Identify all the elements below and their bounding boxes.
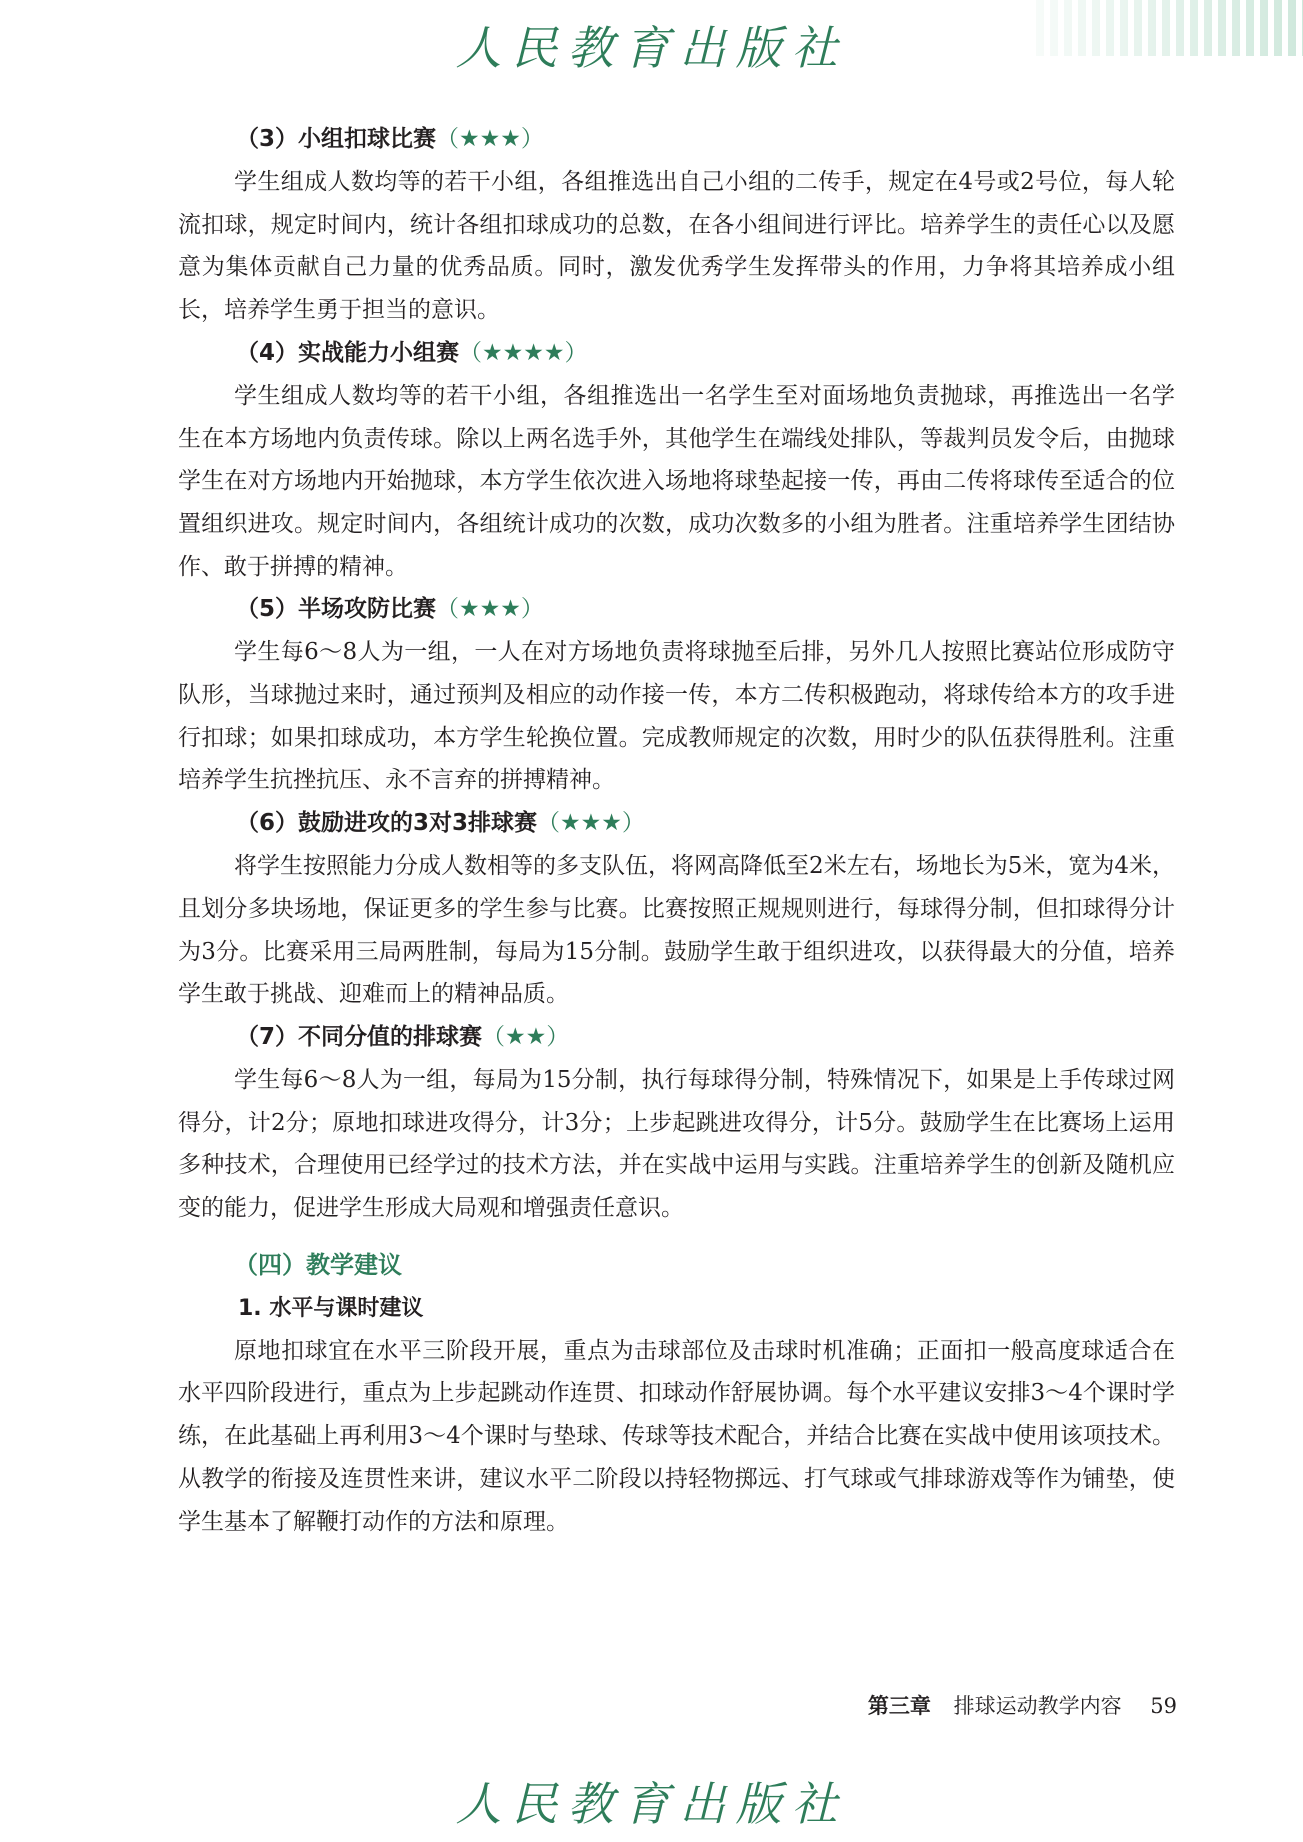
activity-text: 学生组成人数均等的若干小组，各组推选出一名学生至对面场地负责抛球，再推选出一名学生在本方场地内负责传球。除以上两名选手外，其他学生在端线处排队，等裁判员发令后，由抛球学生在对方场地内开始抛球，本方学生依次进入场地将球垫起接一传，再由二传将球传至适合的位置组织进攻。规定时间内，各组统计成功的次数，成功次数多的小组为胜者。注重培养学生团结协作、敢于拼搏的精神。 xyxy=(178,382,1175,580)
activity-item xyxy=(178,332,1175,589)
activity-item xyxy=(178,118,1175,332)
page-content xyxy=(178,118,1175,1543)
activity-heading: （6）鼓励进攻的3对3排球赛（★★★） xyxy=(236,810,645,837)
section-text: 原地扣球宜在水平三阶段开展，重点为击球部位及击球时机准确；正面扣一般高度球适合在水平四阶段进行，重点为上步起跳动作连贯、扣球动作舒展协调。每个水平建议安排3～4个课时学练，在此基础上再利用3～4个课时与垫球、传球等技术配合，并结合比赛在实战中使用该项技术。从教学的衔接及连贯性来讲，建议水平二阶段以持轻物掷远、打气球或气排球游戏等作为铺垫，使学生基本了解鞭打动作的方法和原理。 xyxy=(178,1337,1175,1535)
activity-text: 学生每6～8人为一组，每局为15分制，执行每球得分制，特殊情况下，如果是上手传球过网得分，计2分；原地扣球进攻得分，计3分；上步起跳进攻得分，计5分。鼓励学生在比赛场上运用多种技术，合理使用已经学过的技术方法，并在实战中运用与实践。注重培养学生的创新及随机应变的能力，促进学生形成大局观和增强责任意识。 xyxy=(178,1066,1175,1222)
chapter-label: 第三章 xyxy=(867,1694,931,1718)
publisher-logo-top: 人民教育出版社 xyxy=(455,21,848,75)
page-number: 59 xyxy=(1150,1694,1177,1718)
activity-text: 将学生按照能力分成人数相等的多支队伍，将网高降低至2米左右，场地长为5米，宽为4米，且划分多块场地，保证更多的学生参与比赛。比赛按照正规规则进行，每球得分制，但扣球得分计为3分。比赛采用三局两胜制，每局为15分制。鼓励学生敢于组织进攻，以获得最大的分值，培养学生敢于挑战、迎难而上的精神品质。 xyxy=(178,853,1175,1008)
section-title: （四）教学建议 xyxy=(234,1250,402,1279)
difficulty-stars: （★★★） xyxy=(436,126,544,152)
activity-text: 学生每6～8人为一组，一人在对方场地负责将球抛至后排，另外几人按照比赛站位形成防守队形，当球抛过来时，通过预判及相应的动作接一传，本方二传积极跑动，将球传给本方的攻手进行扣球；如果扣球成功，本方学生轮换位置。完成教师规定的次数，用时少的队伍获得胜利。注重培养学生抗挫抗压、永不言弃的拼搏精神。 xyxy=(178,639,1175,794)
chapter-title: 排球运动教学内容 xyxy=(953,1694,1122,1718)
publisher-logo-bottom: 人民教育出版社 xyxy=(455,1777,848,1831)
activity-heading: （4）实战能力小组赛（★★★★） xyxy=(236,339,588,366)
activity-item xyxy=(178,802,1175,1016)
activity-item xyxy=(178,588,1175,802)
difficulty-stars: （★★★） xyxy=(436,596,544,623)
activity-text: 学生组成人数均等的若干小组，各组推选出自己小组的二传手，规定在4号或2号位，每人轮流扣球，规定时间内，统计各组扣球成功的总数，在各小组间进行评比。培养学生的责任心以及愿意为集体贡献自己力量的优秀品质。同时，激发优秀学生发挥带头的作用，力争将其培养成小组长，培养学生勇于担当的意识。 xyxy=(178,169,1175,324)
difficulty-stars: （★★★★） xyxy=(459,339,588,366)
activity-item xyxy=(178,1016,1175,1230)
difficulty-stars: （★★） xyxy=(482,1023,570,1050)
difficulty-stars: （★★★） xyxy=(537,810,645,837)
activity-heading: （5）半场攻防比赛（★★★） xyxy=(236,596,544,623)
page-footer xyxy=(868,1690,1177,1720)
activity-heading: （3）小组扣球比赛（★★★） xyxy=(236,126,544,152)
subsection-title: 1. 水平与课时建议 xyxy=(238,1295,424,1321)
activity-heading: （7）不同分值的排球赛（★★） xyxy=(236,1023,570,1050)
